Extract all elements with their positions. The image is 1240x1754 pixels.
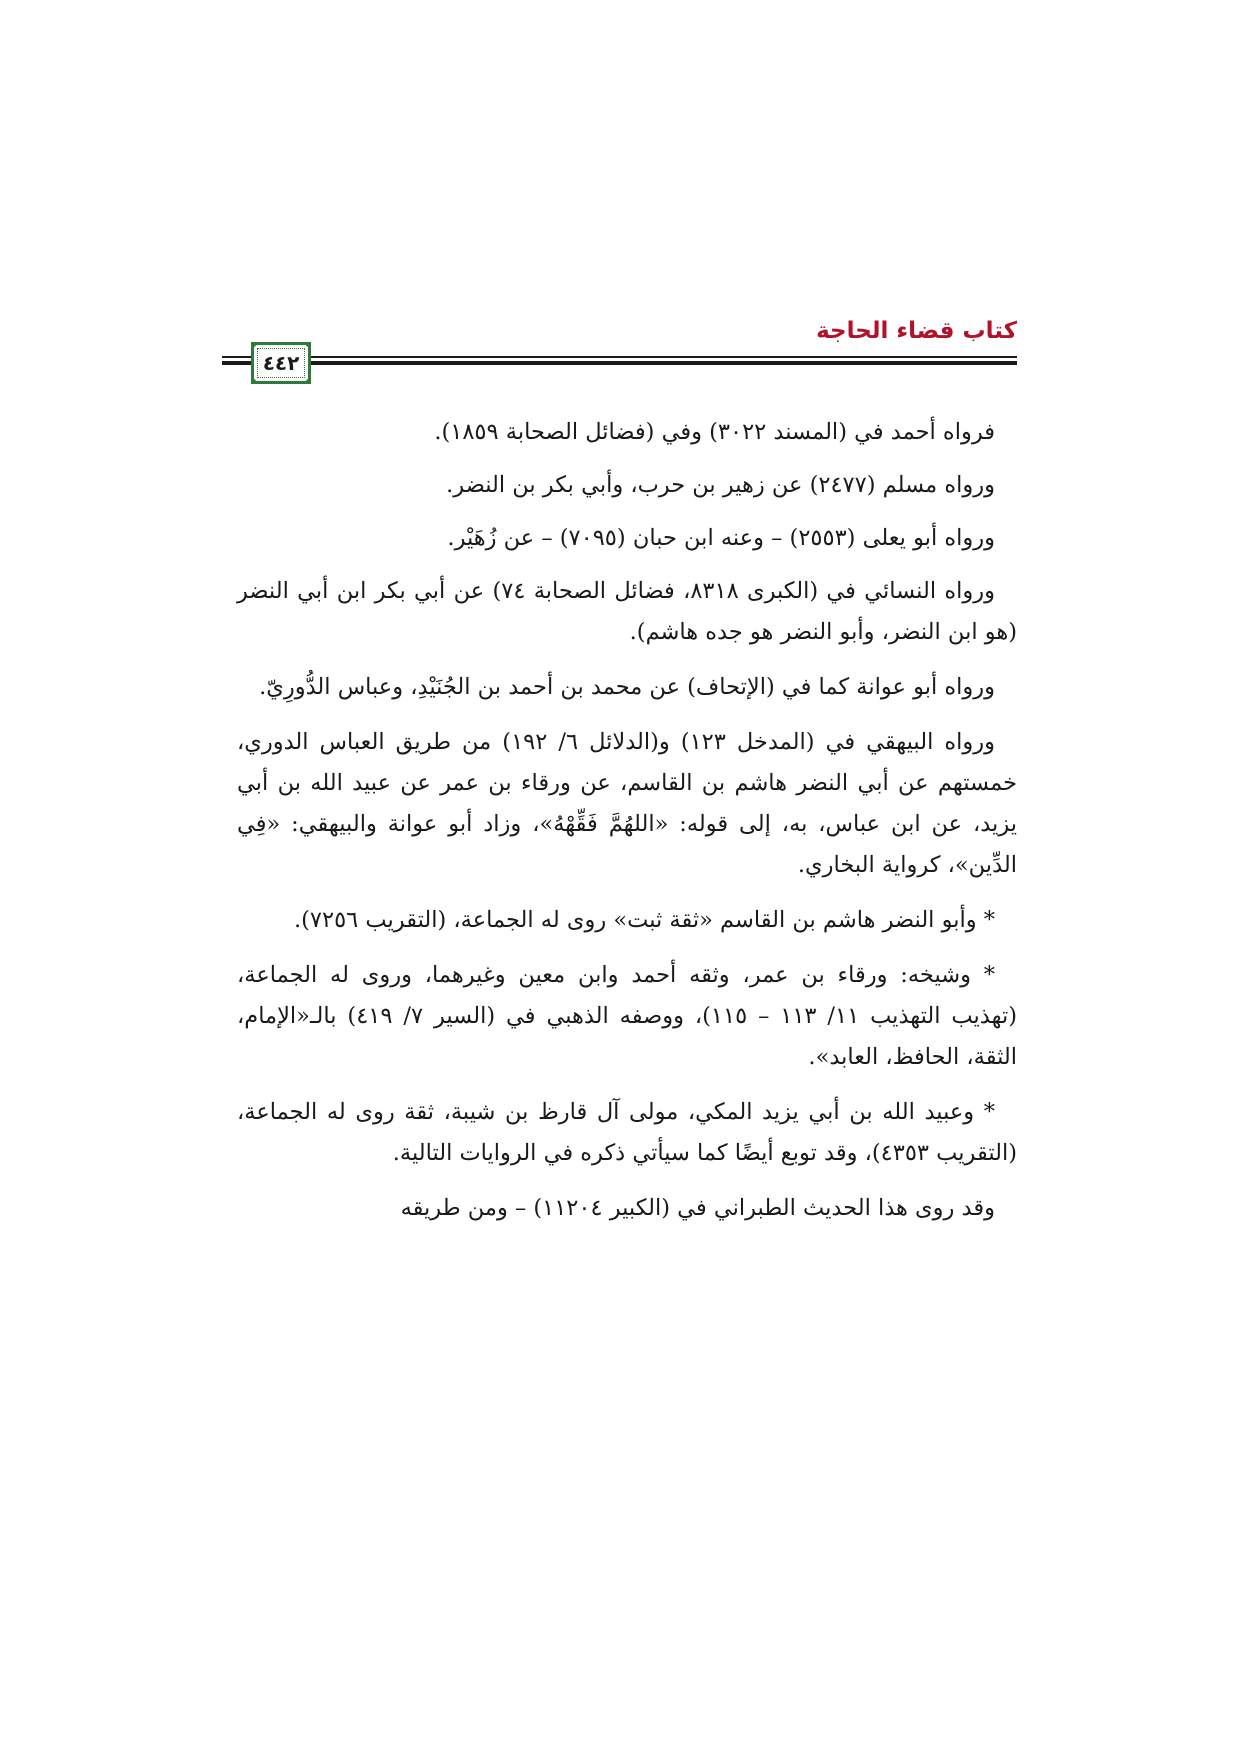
book-title: كتاب قضاء الحاجة: [816, 318, 1017, 344]
badge-ornament-icon: [306, 379, 311, 384]
paragraph: ورواه أبو عوانة كما في (الإتحاف) عن محمد بن أحمد بن الجُنَيْدِ، وعباس الدُّورِيّ.: [259, 674, 995, 700]
paragraph: ورواه النسائي في (الكبرى ٨٣١٨، فضائل الصحابة ٧٤) عن أبي بكر ابن أبي النضر (هو ابن النضر، وأبو النضر هو جده هاشم).: [237, 578, 1017, 645]
header-rule: [222, 356, 1017, 368]
badge-ornament-icon: [251, 379, 256, 384]
page-number: ٤٤٢: [262, 351, 300, 375]
page-body: [237, 412, 1017, 1243]
badge-ornament-icon: [251, 342, 256, 347]
header-rule-thin: [222, 356, 1017, 358]
paragraph: وقد روى هذا الحديث الطبراني في (الكبير ١١٢٠٤) – ومن طريقه: [400, 1195, 995, 1221]
paragraph: ورواه البيهقي في (المدخل ١٢٣) و(الدلائل ٦/ ١٩٢) من طريق العباس الدوري، خمستهم عن أبي النضر هاشم بن القاسم، عن ورقاء بن عمر عن عبيد الله بن أبي يزيد، عن ابن عباس، به، إلى قوله: «اللهُمَّ فَقِّهْهُ»، وزاد أبو عوانة والبيهقي: «فِي الدِّين»، كرواية البخاري.: [237, 729, 1017, 878]
page-header: [222, 318, 1017, 388]
paragraph: ورواه مسلم (٢٤٧٧) عن زهير بن حرب، وأبي بكر بن النضر.: [446, 472, 995, 498]
paragraph: * وأبو النضر هاشم بن القاسم «ثقة ثبت» روى له الجماعة، (التقريب ٧٢٥٦).: [293, 907, 995, 933]
header-rule-thick: [222, 361, 1017, 365]
paragraph: ورواه أبو يعلى (٢٥٥٣) – وعنه ابن حبان (٧٠٩٥) – عن زُهَيْر.: [447, 525, 995, 551]
paragraph: * وعبيد الله بن أبي يزيد المكي، مولى آل قارظ بن شيبة، ثقة روى له الجماعة، (التقريب ٤٣٥٣)، وقد توبع أيضًا كما سيأتي ذكره في الروايات التالية.: [237, 1099, 1017, 1166]
badge-ornament-icon: [306, 342, 311, 347]
paragraph: * وشيخه: ورقاء بن عمر، وثقه أحمد وابن معين وغيرهما، وروى له الجماعة، (تهذيب التهذيب ١١/ ١١٣ – ١١٥)، ووصفه الذهبي في (السير ٧/ ٤١٩) بالـ«الإمام، الثقة، الحافظ، العابد».: [237, 962, 1018, 1070]
paragraph: فرواه أحمد في (المسند ٣٠٢٢) وفي (فضائل الصحابة ١٨٥٩).: [434, 419, 995, 445]
page-number-badge: [251, 342, 311, 384]
